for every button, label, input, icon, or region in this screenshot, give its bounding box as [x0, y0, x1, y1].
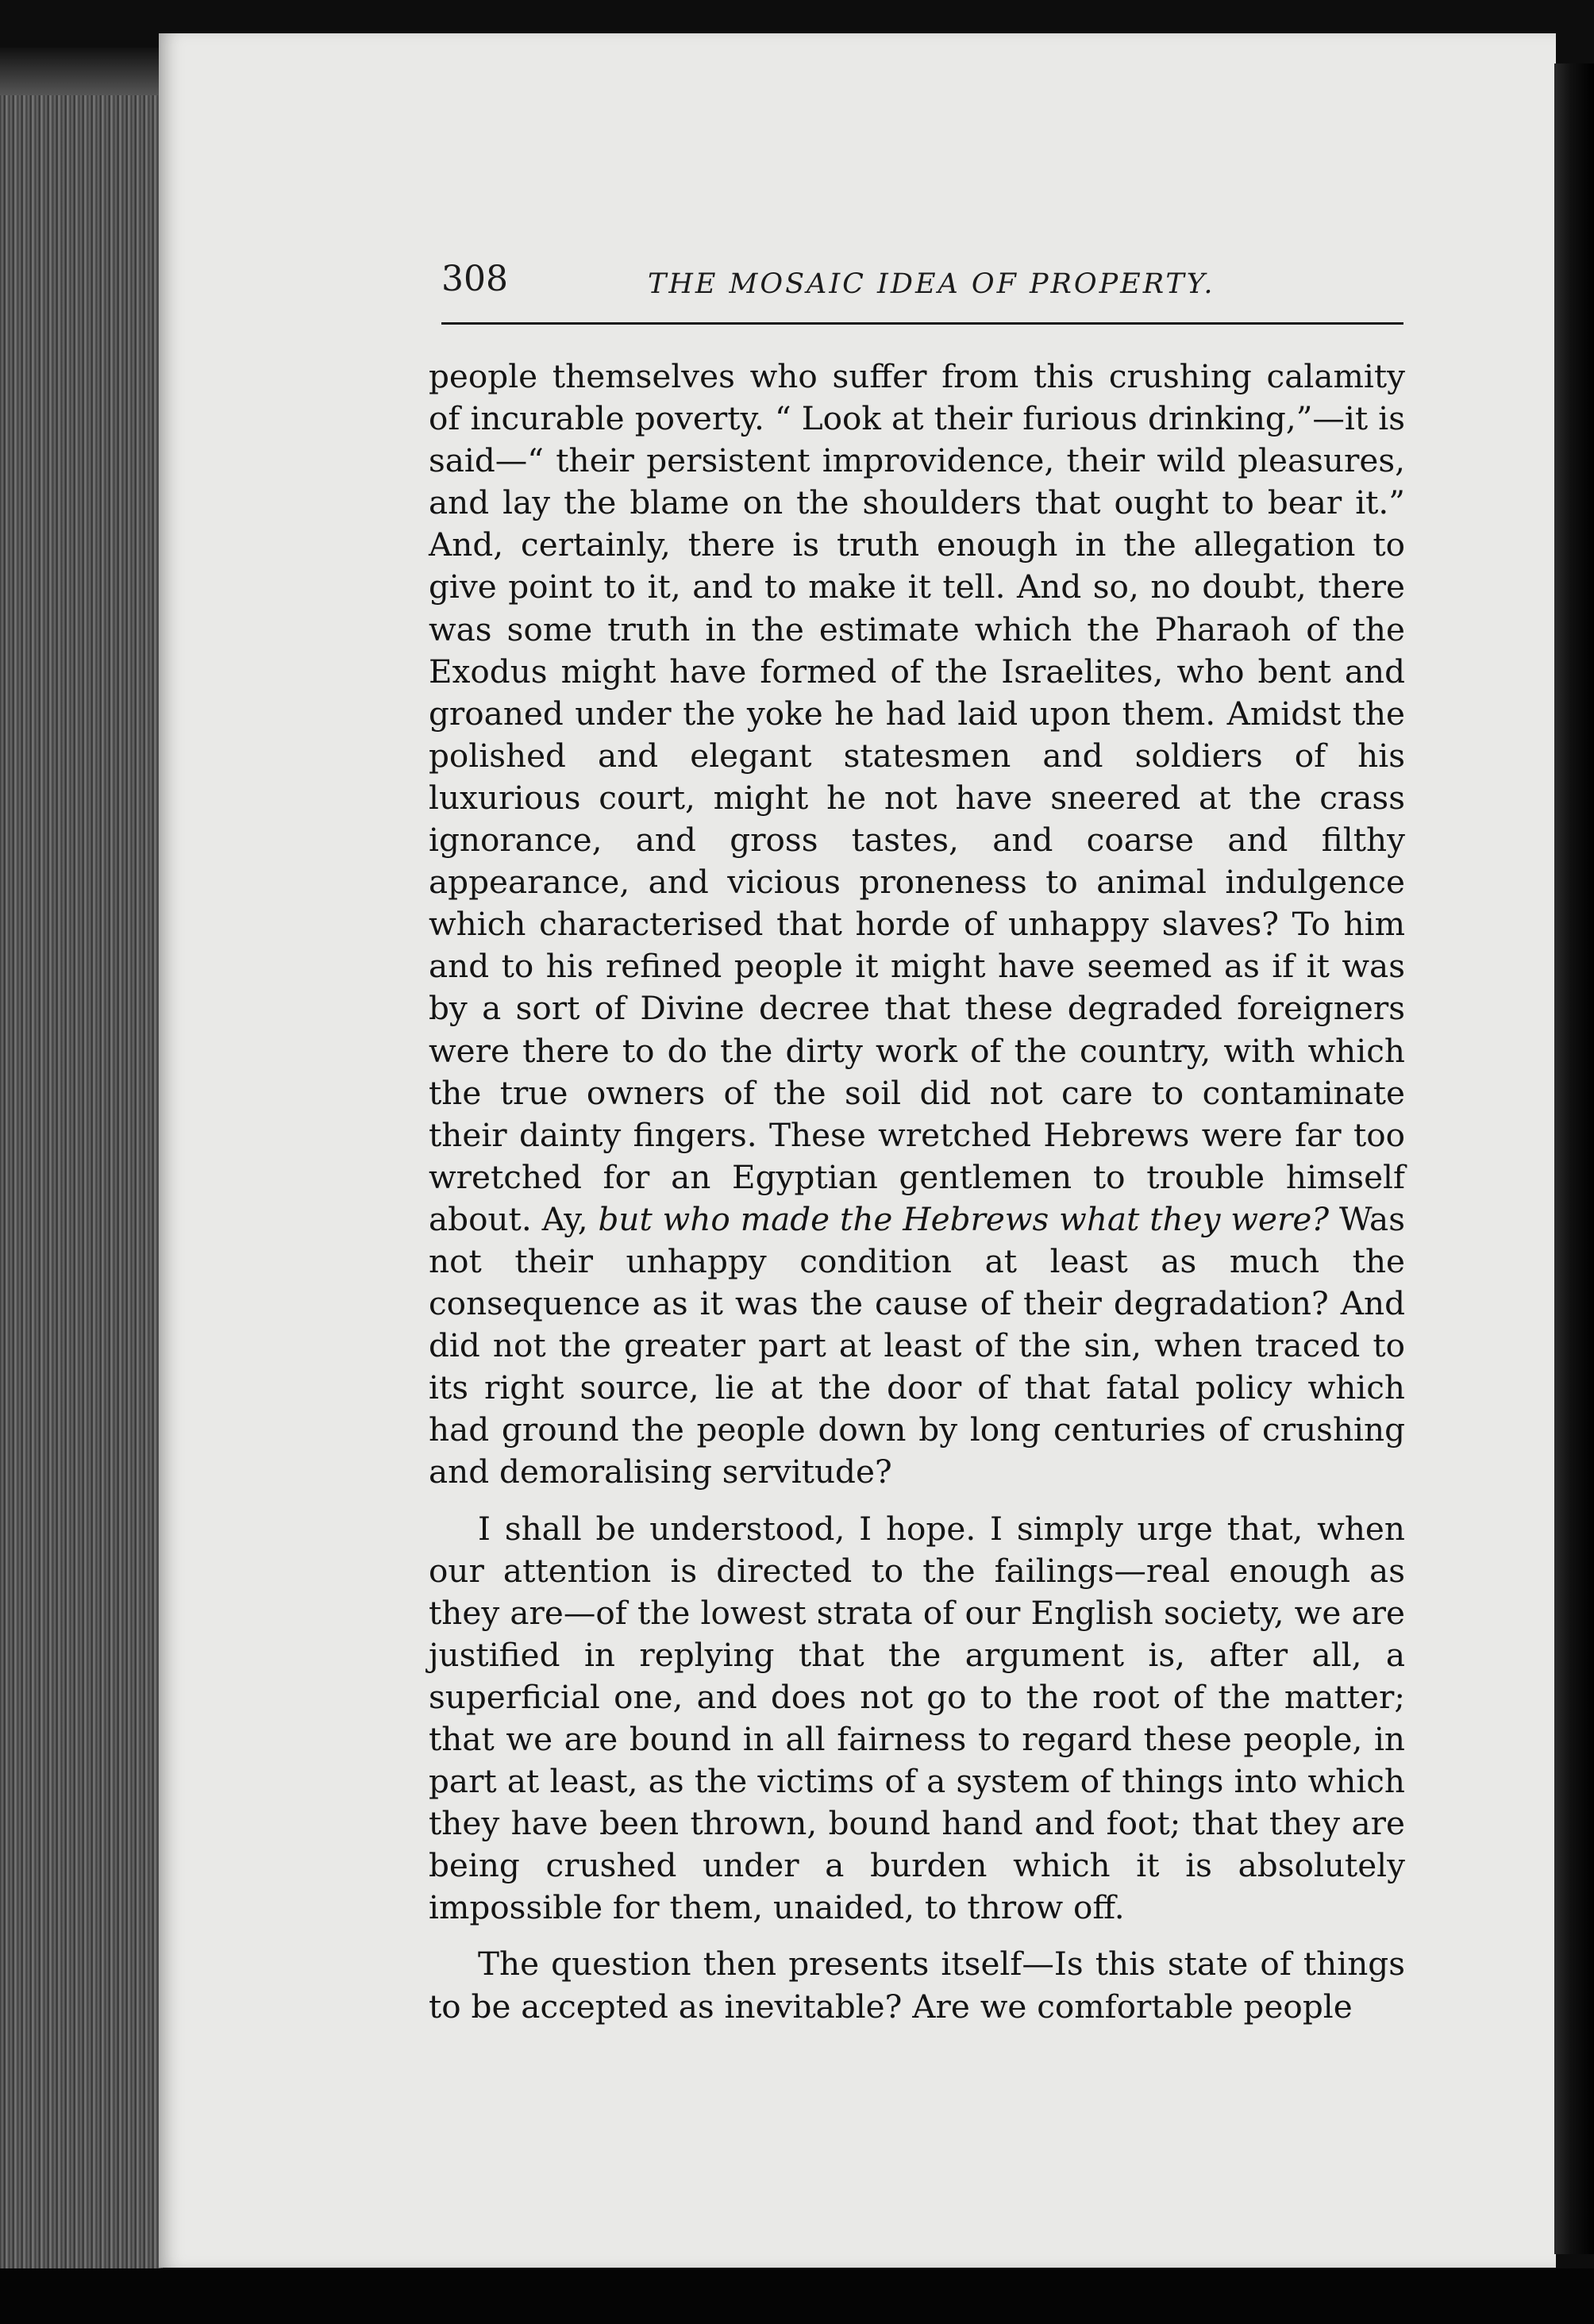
running-head-title: THE MOSAIC IDEA OF PROPERTY.	[648, 268, 1215, 300]
book-page-edges	[0, 48, 163, 2270]
body-text	[429, 356, 1405, 2028]
scan-bottom-border	[0, 2268, 1594, 2324]
paragraph-1-text-b: Was not their unhappy condition at least as much the consequence as it was the cause of their degradation? And did not the greater part at least of the sin, when traced to its right source, lie at the door of that fatal policy which had ground the people down by long centuries of crushing and demoralising servitude?	[429, 1199, 1405, 1491]
paragraph-2: I shall be understood, I hope. I simply urge that, when our attention is directed to the failings—real enough as they are—of the lowest strata of our English society, we are justified in replying that the argument is, after all, a superficial one, and does not go to the root of the matter; that we are bound in all fairness to regard these people, in part at least, as the victims of a system of things into which they have been thrown, bound hand and foot; that they are being crushed under a burden which it is absolutely impossible for them, unaided, to throw off.	[429, 1509, 1405, 1927]
paragraph-1	[429, 356, 1405, 1494]
paragraph-1-text-a: people themselves who suffer from this crushing calamity of incurable poverty. “ Look at their furious drinking,”—it is said—“ their persistent improvidence, their wild pleasures, and lay the blame on the shoulders that ought to bear it.” And, certainly, there is truth enough in the allegation to give point to it, and to make it tell. And so, no doubt, there was some truth in the estimate which the Pharaoh of the Exodus might have formed of the Israelites, who bent and groaned under the yoke he had laid upon them. Amidst the polished and elegant statesmen and soldiers of his luxurious court, might he not have sneered at the crass ignorance, and gross tastes, and coarse and filthy appearance, and vicious proneness to animal indulgence which characterised that horde of unhappy slaves? To him and to his refined people it might have seemed as if it was by a sort of Divine decree that these degraded foreigners were there to do the dirty work of the country, with which the true owners of the soil did not care to contaminate their dainty fingers. These wretched Hebrews were far too wretched for an Egyptian gentlemen to trouble himself about. Ay,	[429, 357, 1405, 1238]
paragraph-3: The question then presents itself—Is this state of things to be accepted as inevitable? Are we comfortable people	[429, 1945, 1405, 2026]
book-edge-shadow	[0, 48, 163, 95]
facing-page-edge	[1554, 63, 1594, 2254]
running-head	[441, 254, 1403, 325]
page-number: 308	[441, 259, 508, 299]
paragraph-1-italic: but who made the Hebrews what they were?	[598, 1199, 1330, 1238]
